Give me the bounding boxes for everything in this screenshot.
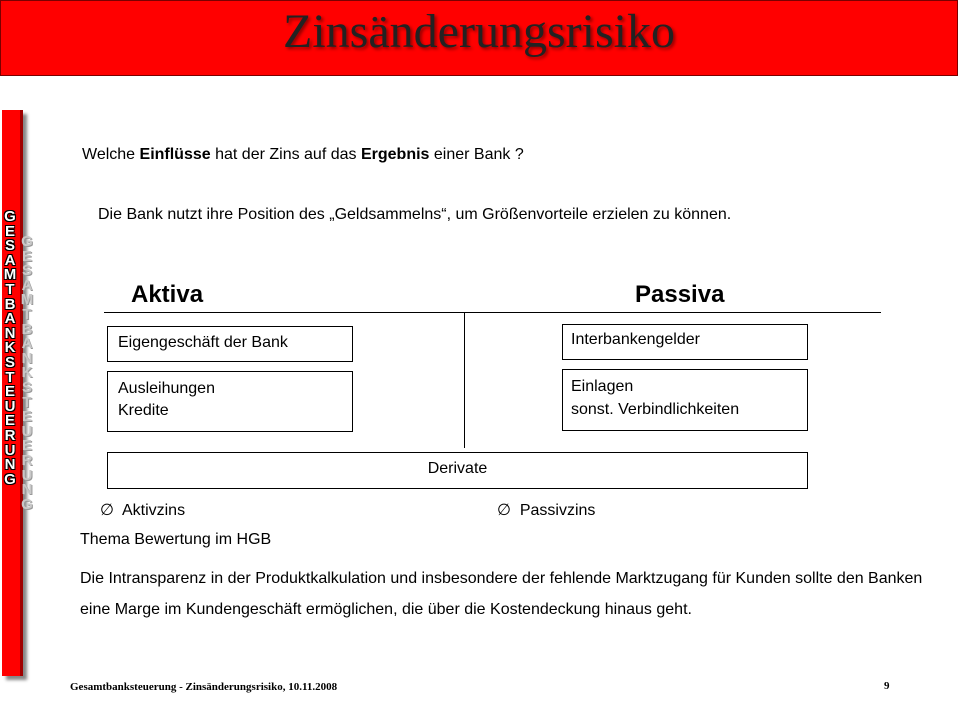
eigengeschaeft-text: Eigengeschäft der Bank [118, 334, 288, 351]
question-bold-ergebnis: Ergebnis [360, 146, 430, 163]
footer-text: Gesamtbanksteuerung - Zinsänderungsrisiko, 10.11.2008 [70, 681, 338, 693]
einlagen-text: Einlagen [571, 378, 634, 395]
page-number: 9 [884, 680, 890, 692]
box-ausleihungen [107, 371, 353, 432]
verbindlichkeiten-text: sonst. Verbindlichkeiten [571, 401, 740, 418]
average-symbol-passiv: ∅ [497, 502, 511, 519]
box-interbankengelder [562, 324, 808, 360]
box-derivate [107, 452, 808, 489]
average-symbol-aktiv: ∅ [100, 502, 114, 519]
passiva-label: Passiva [635, 281, 725, 308]
aktiva-label: Aktiva [131, 281, 204, 308]
box-einlagen [562, 369, 808, 431]
question-suffix: einer Bank ? [429, 146, 524, 163]
aktivzins-text: Aktivzins [121, 502, 186, 519]
aktivzins-line [100, 500, 185, 520]
topic-line: Thema Bewertung im HGB [80, 531, 272, 548]
slide-title: Zinsänderungsrisiko [283, 5, 675, 58]
kredite-text: Kredite [118, 402, 169, 419]
passivzins-line [497, 500, 595, 520]
balance-vertical-line [464, 313, 465, 448]
side-label: G E S A M T B A N K S T E U E R U N G [3, 208, 17, 488]
ausleihungen-text: Ausleihungen [118, 380, 215, 397]
question-bold-einfluesse: Einflüsse [139, 146, 211, 163]
side-label-shadow: G E S A M T B A N K S T E U E R U N G [20, 233, 34, 513]
question-middle: hat der Zins auf das [210, 146, 361, 163]
box-eigengeschaeft [107, 326, 353, 362]
question-line [82, 146, 524, 164]
body-paragraph: Die Intransparenz in der Produktkalkulation und insbesondere der fehlende Marktzugang für Kunden sollte den Banken eine Marge im Kundengeschäft ermöglichen, die über die Kostendeckung hinaus geht. [80, 570, 923, 618]
balance-horizontal-line [104, 312, 881, 313]
question-prefix: Welche [82, 146, 140, 163]
derivate-text: Derivate [427, 460, 488, 477]
interbank-text: Interbankengelder [571, 331, 700, 348]
statement: Die Bank nutzt ihre Position des „Geldsammelns“, um Größenvorteile erzielen zu können. [98, 206, 732, 223]
passivzins-text: Passivzins [519, 502, 596, 519]
